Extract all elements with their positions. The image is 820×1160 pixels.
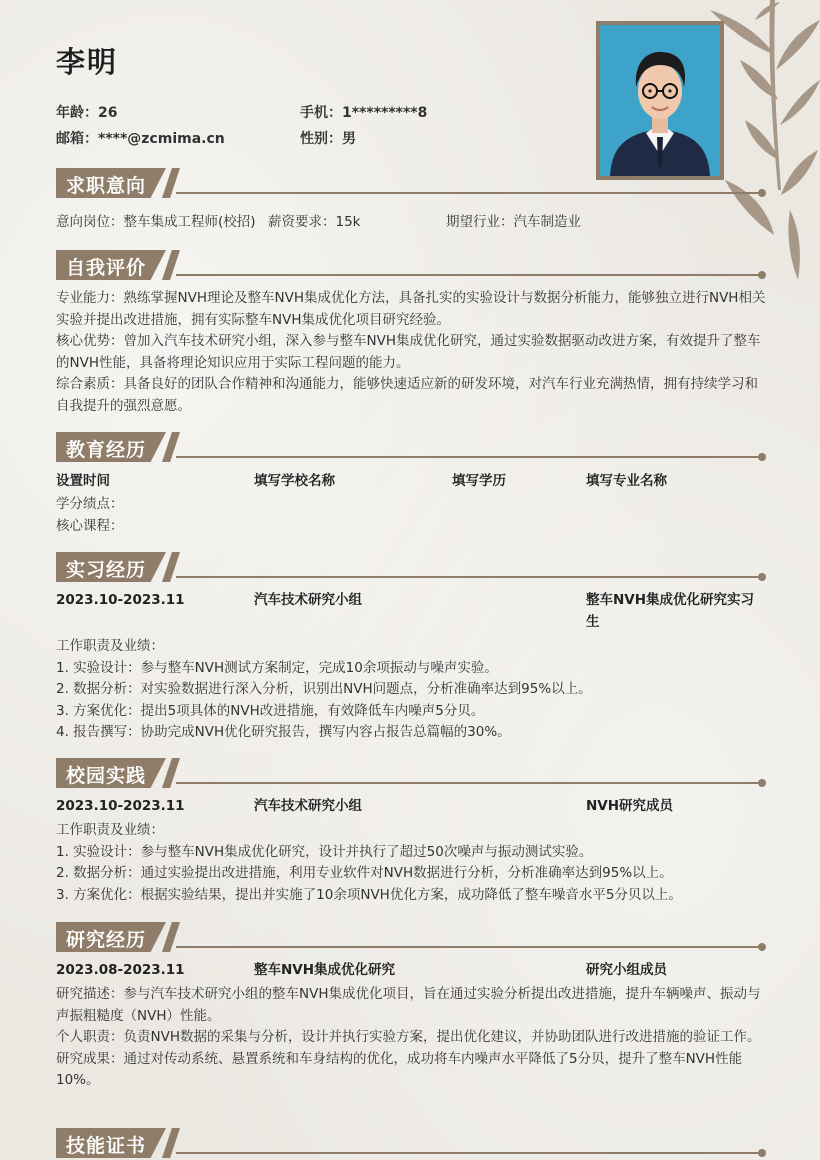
self-eval-line: 核心优势：曾加入汽车技术研究小组，深入参与整车NVH集成优化研究，通过实验数据驱动改进方案，有效提升了整车的NVH性能，具备将理论知识应用于实际工程问题的能力。 (56, 333, 761, 371)
research-line: 研究描述：参与汽车技术研究小组的整车NVH集成优化项目，旨在通过实验分析提出改进措施，提升车辆噪声、振动与声振粗糙度（NVH）性能。 (56, 986, 761, 1024)
intent-industry: 期望行业：汽车制造业 (446, 214, 581, 230)
phone-field: 手机：1*********8 (300, 105, 428, 121)
section-title: 校园实践 (66, 765, 147, 787)
section-header-skills (56, 1128, 766, 1158)
self-eval-line: 综合素质：具备良好的团队合作精神和沟通能力，能够快速适应新的研发环境，对汽车行业充满热情，拥有持续学习和自我提升的强烈意愿。 (56, 376, 758, 414)
section-title: 教育经历 (66, 439, 147, 461)
edu-degree: 填写学历 (452, 473, 506, 489)
intern-item: 3. 方案优化：提出5项具体的NVH改进措施，有效降低车内噪声5分贝。 (56, 702, 485, 719)
section-title: 研究经历 (66, 929, 147, 951)
research-role: 研究小组成员 (586, 962, 667, 978)
campus-item: 1. 实验设计：参与整车NVH集成优化研究，设计并执行了超过50次噪声与振动测试实验。 (56, 843, 593, 860)
intern-details (56, 636, 768, 744)
avatar (600, 25, 720, 176)
intern-role: 整车NVH集成优化研究实习 (586, 592, 755, 608)
campus-role: NVH研究成员 (586, 798, 674, 814)
profile-photo (596, 21, 724, 180)
age-field: 年龄：26 (56, 105, 118, 121)
section-title: 求职意向 (66, 175, 147, 197)
campus-time: 2023.10-2023.11 (56, 798, 185, 814)
intern-org: 汽车技术研究小组 (254, 592, 362, 608)
edu-major: 填写专业名称 (586, 473, 667, 489)
campus-intro: 工作职责及业绩： (56, 822, 164, 838)
self-eval-line: 专业能力：熟练掌握NVH理论及整车NVH集成优化方法，具备扎实的实验设计与数据分析能力，能够独立进行NVH相关实验并提出改进措施，拥有实际整车NVH集成优化项目研究经验。 (56, 290, 766, 328)
intern-time: 2023.10-2023.11 (56, 592, 185, 608)
section-header-campus (56, 758, 766, 788)
section-header-research (56, 922, 766, 952)
intern-item: 1. 实验设计：参与整车NVH测试方案制定，完成10余项振动与噪声实验。 (56, 659, 498, 676)
intent-salary: 薪资要求：15k (268, 214, 361, 230)
self-evaluation (56, 288, 768, 417)
section-header-self (56, 250, 766, 280)
research-line: 个人职责：负责NVH数据的采集与分析，设计并执行实验方案，提出优化建议，并协助团队进行改进措施的验证工作。 (56, 1029, 761, 1045)
campus-item: 3. 方案优化：根据实验结果，提出并实施了10余项NVH优化方案，成功降低了整车噪音水平5分贝以上。 (56, 886, 682, 903)
section-header-edu (56, 432, 766, 462)
email-field: 邮箱：****@zcmima.cn (56, 131, 225, 147)
section-header-intent (56, 168, 766, 198)
intern-item: 2. 数据分析：对实验数据进行深入分析，识别出NVH问题点，分析准确率达到95%以上。 (56, 681, 592, 697)
intern-role-cont: 生 (586, 614, 600, 630)
edu-courses: 核心课程： (56, 518, 124, 534)
research-project: 整车NVH集成优化研究 (254, 962, 396, 978)
campus-org: 汽车技术研究小组 (254, 798, 362, 814)
section-title: 技能证书 (66, 1135, 147, 1157)
gender-field: 性别：男 (300, 131, 356, 147)
campus-item: 2. 数据分析：通过实验提出改进措施，利用专业软件对NVH数据进行分析，分析准确率达到95%以上。 (56, 865, 673, 881)
campus-details (56, 820, 768, 906)
intern-intro: 工作职责及业绩： (56, 638, 164, 654)
section-title: 自我评价 (66, 257, 147, 279)
intent-position: 意向岗位：整车集成工程师(校招) (56, 214, 256, 230)
edu-school: 填写学校名称 (254, 473, 335, 489)
research-details (56, 984, 768, 1092)
edu-gpa: 学分绩点： (56, 496, 124, 512)
section-title: 实习经历 (66, 559, 147, 581)
intern-item: 4. 报告撰写：协助完成NVH优化研究报告，撰写内容占报告总篇幅的30%。 (56, 724, 511, 740)
research-time: 2023.08-2023.11 (56, 962, 185, 978)
section-header-intern (56, 552, 766, 582)
edu-time: 设置时间 (56, 473, 110, 489)
research-line: 研究成果：通过对传动系统、悬置系统和车身结构的优化，成功将车内噪声水平降低了5分贝，提升了整车NVH性能10%。 (56, 1050, 743, 1088)
candidate-name: 李明 (56, 45, 119, 79)
